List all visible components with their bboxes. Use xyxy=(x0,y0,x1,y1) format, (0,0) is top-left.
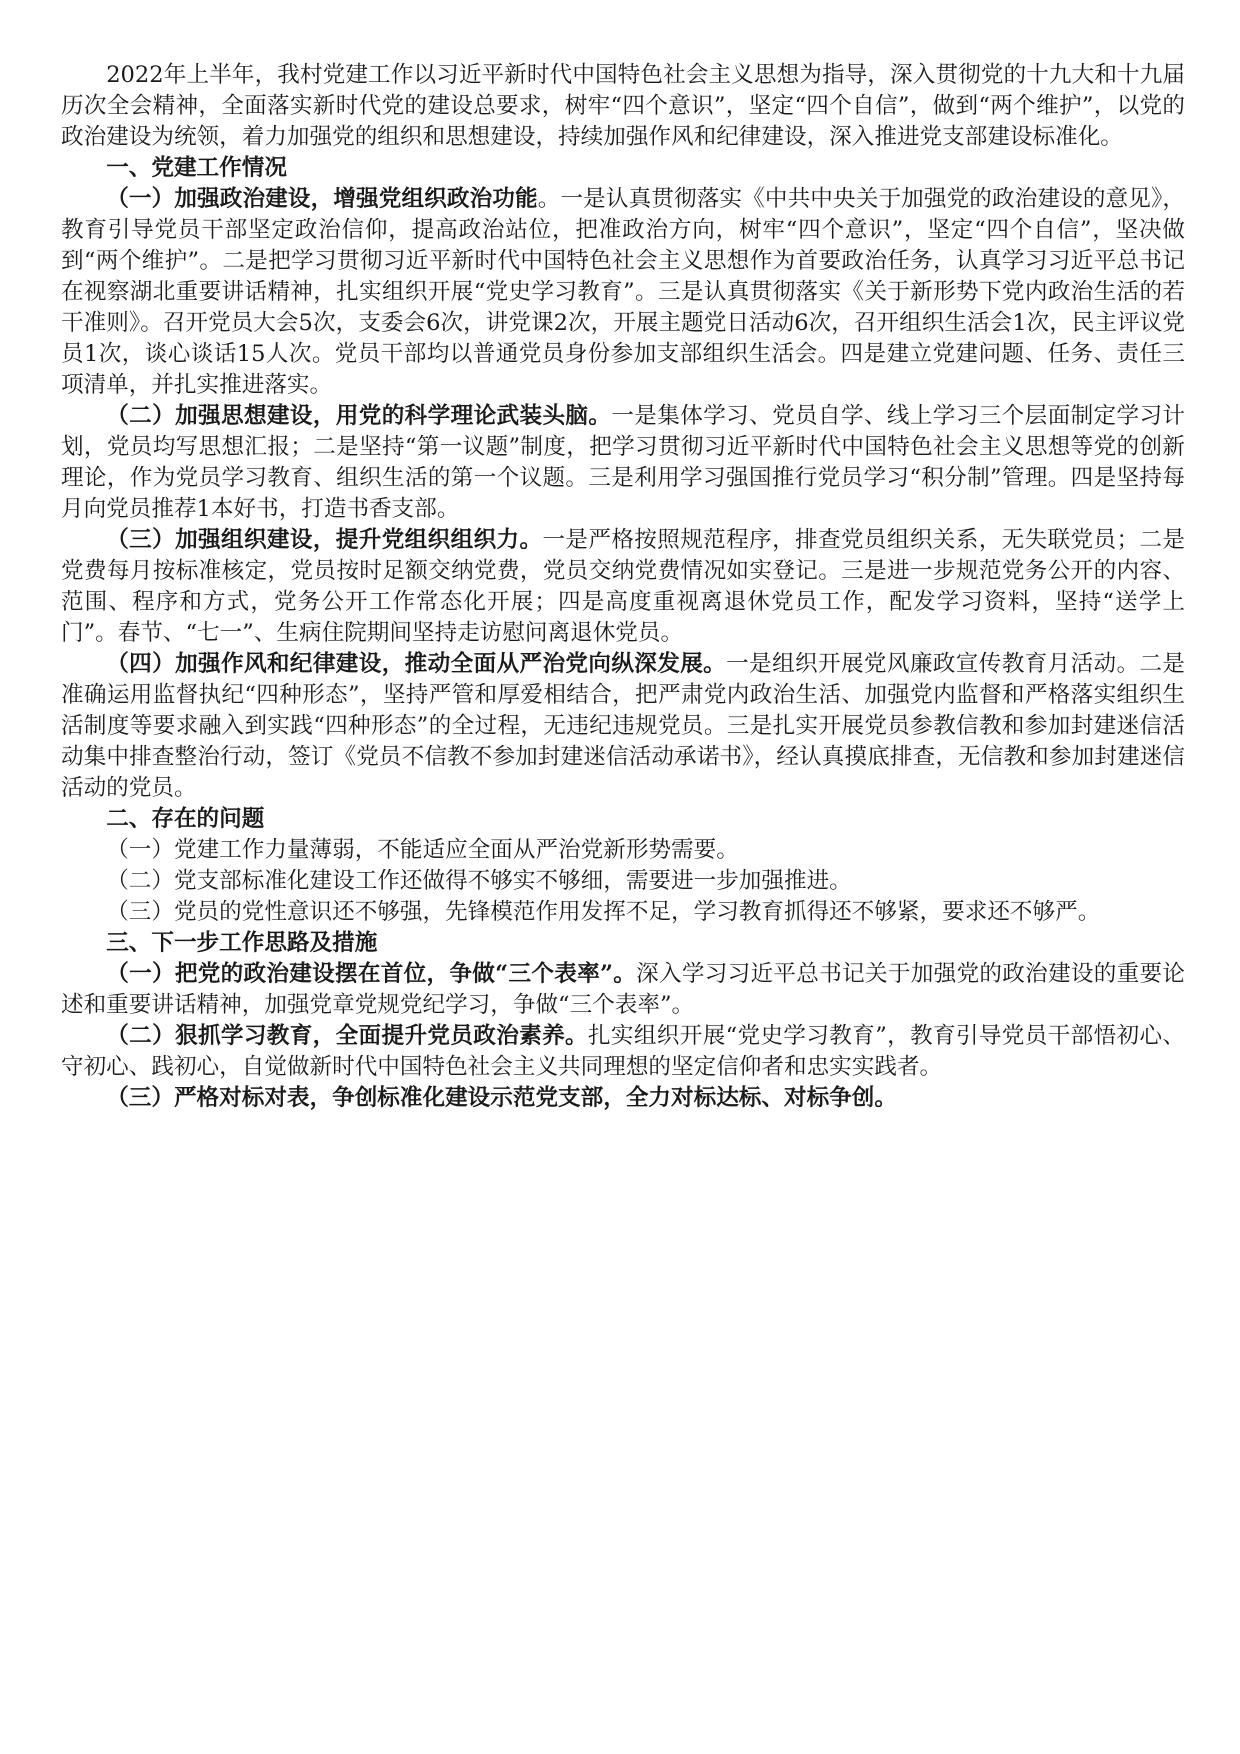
section3-item-1 xyxy=(61,959,1185,1021)
section1-item-4-body: 一是组织开展党风廉政宣传教育月活动。二是准确运用监督执纪“四种形态”，坚持严管和厚爱相结合，把严肃党内政治生活、加强党内监督和严格落实组织生活制度等要求融入到实践“四种形态”的全过程，无违纪违规党员。三是扎实开展党员参教信教和参加封建迷信活动集中排查整治行动，签订《党员不信教不参加封建迷信活动承诺书》，经认真摸底排查，无信教和参加封建迷信活动的党员。 xyxy=(61,651,1186,801)
section3-item-2 xyxy=(61,1021,1185,1083)
section1-item-1 xyxy=(61,184,1185,401)
section3-item-1-title: （一）把党的政治建设摆在首位，争做“三个表率”。 xyxy=(106,961,637,987)
section1-item-3-body: 一是严格按照规范程序，排查党员组织关系，无失联党员；二是党费每月按标准核定，党员按时足额交纳党费，党员交纳党费情况如实登记。三是进一步规范党务公开的内容、范围、程序和方式，党务公开工作常态化开展；四是高度重视离退休党员工作，配发学习资料，坚持“送学上门”。春节、“七一”、生病住院期间坚持走访慰问离退休党员。 xyxy=(61,527,1186,646)
intro-paragraph: 2022年上半年，我村党建工作以习近平新时代中国特色社会主义思想为指导，深入贯彻党的十九大和十九届历次全会精神，全面落实新时代党的建设总要求，树牢“四个意识”，坚定“四个自信”，做到“两个维护”，以党的政治建设为统领，着力加强党的组织和思想建设，持续加强作风和纪律建设，深入推进党支部建设标准化。 xyxy=(61,62,1185,150)
document-page xyxy=(61,60,1185,1114)
section2-heading: 二、存在的问题 xyxy=(106,806,265,832)
section3-item-2-body: 扎实组织开展“党史学习教育”，教育引导党员干部悟初心、守初心、践初心，自觉做新时代中国特色社会主义共同理想的坚定信仰者和忠实实践者。 xyxy=(61,1023,1185,1080)
section2-item-2: （二）党支部标准化建设工作还做得不够实不够细，需要进一步加强推进。 xyxy=(106,868,852,894)
section1-item-2-body: 一是集体学习、党员自学、线上学习三个层面制定学习计划，党员均写思想汇报；二是坚持“第一议题”制度，把学习贯彻习近平新时代中国特色社会主义思想等党的创新理论，作为党员学习教育、组织生活的第一个议题。三是利用学习强国推行党员学习“积分制”管理。四是坚持每月向党员推荐1本好书，打造书香支部。 xyxy=(61,403,1186,522)
section1-item-2-title: （二）加强思想建设，用党的科学理论武装头脑。 xyxy=(106,403,612,429)
section1-item-4 xyxy=(61,649,1185,804)
section3-item-1-body: 深入学习习近平总书记关于加强党的政治建设的重要论述和重要讲话精神，加强党章党规党纪学习，争做“三个表率”。 xyxy=(61,961,1185,1018)
section1-item-2 xyxy=(61,401,1185,525)
section3-heading: 三、下一步工作思路及措施 xyxy=(106,930,378,956)
section1-item-4-title: （四）加强作风和纪律建设，推动全面从严治党向纵深发展。 xyxy=(106,651,727,677)
section3-item-3 xyxy=(61,1083,1185,1114)
section3-item-3-title: （三）严格对标对表，争创标准化建设示范党支部，全力对标达标、对标争创。 xyxy=(106,1085,897,1111)
section2-item-1: （一）党建工作力量薄弱，不能适应全面从严治党新形势需要。 xyxy=(106,837,739,863)
section1-item-1-title: （一）加强政治建设，增强党组织政治功能 xyxy=(106,186,538,212)
section1-heading: 一、党建工作情况 xyxy=(106,155,287,181)
section1-item-1-body: 。一是认真贯彻落实《中共中央关于加强党的政治建设的意见》，教育引导党员干部坚定政治信仰，提高政治站位，把准政治方向，树牢“四个意识”，坚定“四个自信”，坚决做到“两个维护”。二是把学习贯彻习近平新时代中国特色社会主义思想作为首要政治任务，认真学习习近平总书记在视察湖北重要讲话精神，扎实组织开展“党史学习教育”。三是认真贯彻落实《关于新形势下党内政治生活的若干准则》。召开党员大会5次，支委会6次，讲党课2次，开展主题党日活动6次，召开组织生活会1次，民主评议党员1次，谈心谈话15人次。党员干部均以普通党员身份参加支部组织生活会。四是建立党建问题、任务、责任三项清单，并扎实推进落实。 xyxy=(61,186,1186,398)
section1-item-3 xyxy=(61,525,1185,649)
section3-item-2-title: （二）狠抓学习教育，全面提升党员政治素养。 xyxy=(106,1023,588,1049)
section2-item-3: （三）党员的党性意识还不够强，先锋模范作用发挥不足，学习教育抓得还不够紧，要求还不够严。 xyxy=(106,899,1101,925)
section1-item-3-title: （三）加强组织建设，提升党组织组织力。 xyxy=(106,527,543,553)
